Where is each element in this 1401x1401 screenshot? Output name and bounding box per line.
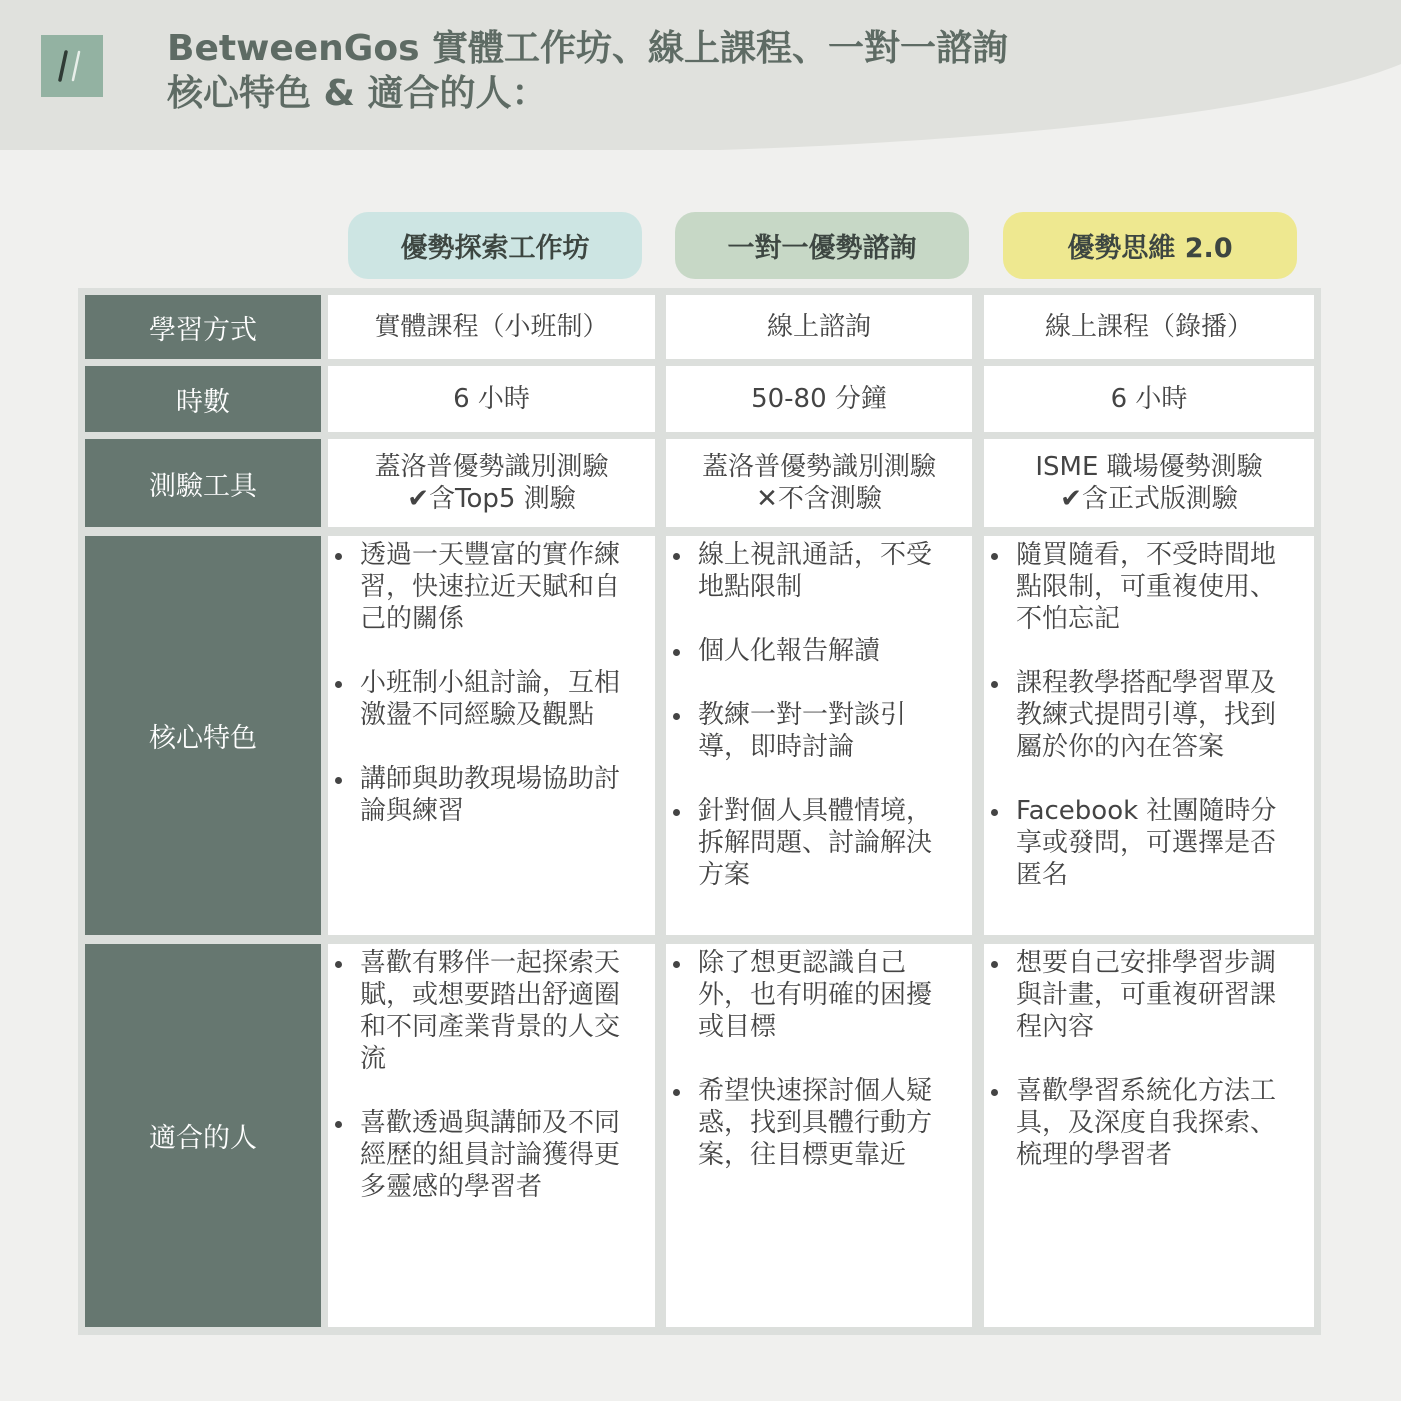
cell-line: 蓋洛普優勢識別測驗	[701, 452, 936, 482]
brand-logo	[41, 35, 103, 97]
list-item: 除了想更認識自己外，也有明確的困擾或目標	[698, 947, 948, 1043]
bullet-list	[666, 944, 972, 1203]
table-cell: 50-80 分鐘	[666, 366, 972, 432]
table-cell	[666, 944, 972, 1327]
bullet-list	[984, 944, 1314, 1203]
cell-line: 蓋洛普優勢識別測驗	[374, 452, 609, 482]
table-cell: 6 小時	[984, 366, 1314, 432]
bullet-list	[666, 536, 972, 923]
cell-line-check: ✔含Top5 測驗	[407, 484, 576, 514]
table-cell	[328, 439, 655, 527]
row-label-suitable-for: 適合的人	[85, 944, 321, 1327]
bullet-list	[328, 536, 655, 859]
column-header-online-course: 優勢思維 2.0	[1003, 212, 1297, 279]
row-label-assessment-tool: 測驗工具	[85, 439, 321, 527]
row-label-core-features: 核心特色	[85, 536, 321, 935]
list-item: 喜歡有夥伴一起探索天賦，或想要踏出舒適圈和不同產業背景的人交流	[360, 947, 639, 1075]
table-cell: 線上諮詢	[666, 295, 972, 359]
table-cell	[666, 536, 972, 935]
table-cell	[328, 536, 655, 935]
title-line-2: 核心特色 & 適合的人：	[167, 73, 548, 114]
page-title	[167, 26, 1008, 116]
list-item: 喜歡學習系統化方法工具，及深度自我探索、梳理的學習者	[1016, 1075, 1294, 1171]
logo-slash-icon	[57, 47, 87, 85]
table-cell	[666, 439, 972, 527]
row-label-hours: 時數	[85, 366, 321, 432]
table-cell: 6 小時	[328, 366, 655, 432]
list-item: 課程教學搭配學習單及教練式提問引導，找到屬於你的內在答案	[1016, 667, 1294, 763]
cell-line-check: ✔含正式版測驗	[1060, 484, 1238, 514]
list-item: 線上視訊通話，不受地點限制	[698, 539, 948, 603]
table-cell	[328, 944, 655, 1327]
list-item: 透過一天豐富的實作練習，快速拉近天賦和自己的關係	[360, 539, 639, 635]
list-item: 小班制小組討論，互相激盪不同經驗及觀點	[360, 667, 639, 731]
column-header-consultation: 一對一優勢諮詢	[675, 212, 969, 279]
list-item: 喜歡透過與講師及不同經歷的組員討論獲得更多靈感的學習者	[360, 1107, 639, 1203]
row-label-learning-method: 學習方式	[85, 295, 321, 359]
title-line-1: BetweenGos 實體工作坊、線上課程、一對一諮詢	[167, 28, 1009, 69]
table-cell	[984, 439, 1314, 527]
table-cell: 線上課程（錄播）	[984, 295, 1314, 359]
cell-line: ISME 職場優勢測驗	[1035, 452, 1263, 482]
list-item: 講師與助教現場協助討論與練習	[360, 763, 639, 827]
column-header-workshop: 優勢探索工作坊	[348, 212, 642, 279]
cell-line-cross: ✕不含測驗	[756, 484, 882, 514]
list-item: 教練一對一對談引導，即時討論	[698, 699, 948, 763]
list-item: Facebook 社團隨時分享或發問，可選擇是否匿名	[1016, 795, 1294, 891]
bullet-list	[328, 944, 655, 1235]
list-item: 隨買隨看，不受時間地點限制，可重複使用、不怕忘記	[1016, 539, 1294, 635]
list-item: 希望快速探討個人疑惑，找到具體行動方案，往目標更靠近	[698, 1075, 948, 1171]
table-cell	[984, 536, 1314, 935]
table-cell	[984, 944, 1314, 1327]
list-item: 想要自己安排學習步調與計畫，可重複研習課程內容	[1016, 947, 1294, 1043]
bullet-list	[984, 536, 1314, 923]
list-item: 針對個人具體情境，拆解問題、討論解決方案	[698, 795, 948, 891]
table-cell: 實體課程（小班制）	[328, 295, 655, 359]
list-item: 個人化報告解讀	[698, 635, 948, 667]
